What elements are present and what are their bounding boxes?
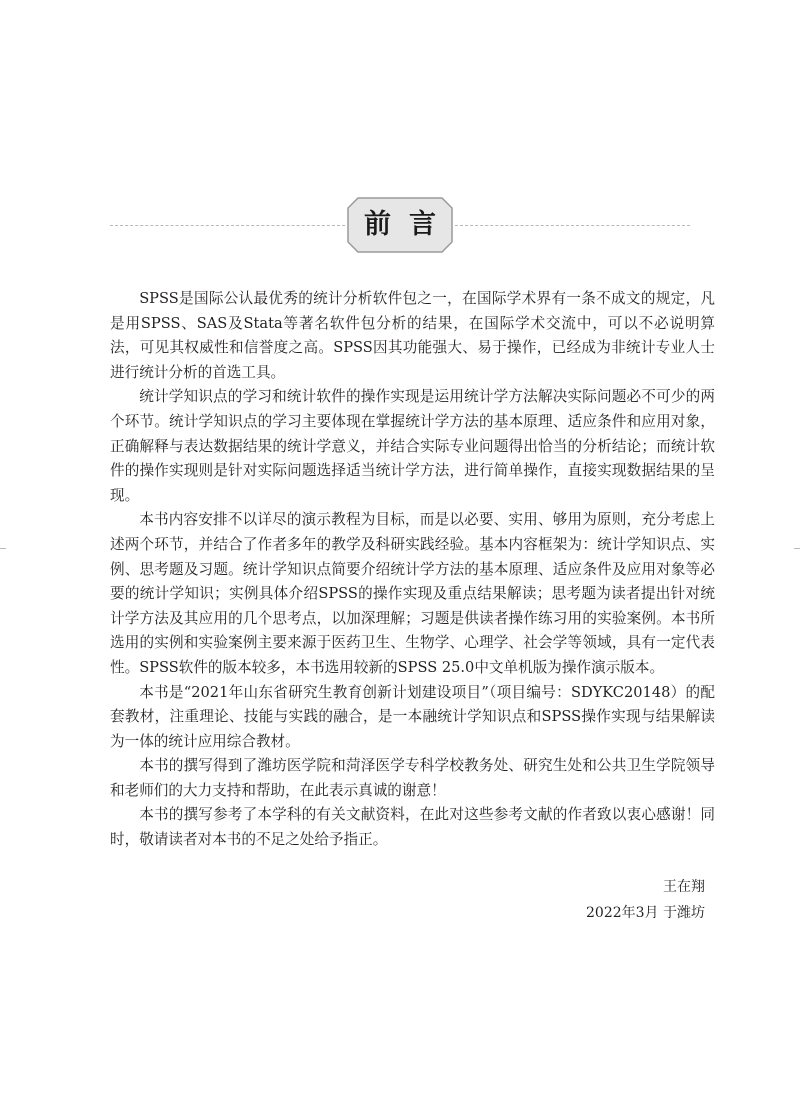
crop-mark-left [0, 548, 6, 549]
heading-badge [346, 196, 454, 254]
page-title: 前言 [364, 209, 454, 240]
signature-block [586, 874, 705, 926]
preface-body [110, 287, 715, 853]
paragraph-3: 本书内容安排不以详尽的演示教程为目标，而是以必要、实用、够用为原则，充分考虑上述两个环节，并结合了作者多年的教学及科研实践经验。基本内容框架为：统计学知识点、实例、思考题及习题。统计学知识点简要介绍统计学方法的基本原理、适应条件及应用对象等必要的统计学知识；实例具体介绍SPSS的操作实现及重点结果解读；思考题为读者提出针对统计学方法及其应用的几个思考点，以加深理解；习题是供读者操作练习用的实验案例。本书所选用的实例和实验案例主要来源于医药卫生、生物学、心理学、社会学等领域，具有一定代表性。SPSS软件的版本较多，本书选用较新的SPSS 25.0中文单机版为操作演示版本。 [110, 511, 715, 676]
paragraph-2: 统计学知识点的学习和统计软件的操作实现是运用统计学方法解决实际问题必不可少的两个环节。统计学知识点的学习主要体现在掌握统计学方法的基本原理、适应条件和应用对象，正确解释与表达数据结果的统计学意义，并结合实际专业问题得出恰当的分析结论；而统计软件的操作实现则是针对实际问题选择适当统计学方法，进行简单操作，直接实现数据结果的呈现。 [110, 388, 715, 504]
crop-mark-right [794, 548, 800, 549]
paragraph-6: 本书的撰写参考了本学科的有关文献资料，在此对这些参考文献的作者致以衷心感谢！同时，敬请读者对本书的不足之处给予指正。 [110, 806, 715, 849]
paragraph-4: 本书是“2021年山东省研究生教育创新计划建设项目”（项目编号：SDYKC20148）的配套教材，注重理论、技能与实践的融合，是一本融统计学知识点和SPSS操作实现与结果解读为一体的统计应用综合教材。 [110, 683, 715, 750]
heading-rule-left [110, 225, 345, 226]
heading-rule-right [455, 225, 690, 226]
paragraph-5: 本书的撰写得到了潍坊医学院和菏泽医学专科学校教务处、研究生处和公共卫生学院领导和老师们的大力支持和帮助，在此表示真诚的谢意！ [110, 757, 715, 799]
signature-date-place: 2022年3月 于潍坊 [586, 905, 705, 921]
preface-heading [110, 196, 690, 256]
author-name: 王在翔 [663, 879, 705, 895]
paragraph-1: SPSS是国际公认最优秀的统计分析软件包之一，在国际学术界有一条不成文的规定，凡是用SPSS、SAS及Stata等著名软件包分析的结果，在国际学术交流中，可以不必说明算法，可见其权威性和信誉度之高。SPSS因其功能强大、易于操作，已经成为非统计专业人士进行统计分析的首选工具。 [110, 290, 715, 381]
